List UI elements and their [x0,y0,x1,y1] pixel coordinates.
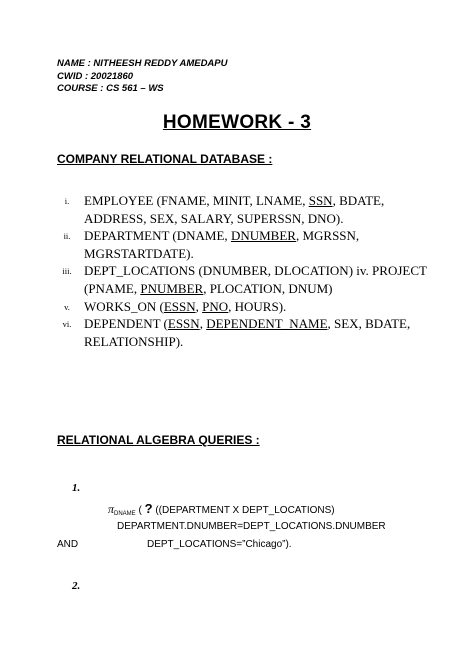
schema-item-employee [57,192,437,227]
list-number: ii. [63,231,71,242]
query-number: 2. [72,580,81,592]
list-number: vi. [62,319,72,330]
schema-text: , [199,316,207,332]
student-name: NAME : NITHEESH REDDY AMEDAPU [57,58,228,69]
schema-text: PROJECT (PNAME, [84,263,427,296]
primary-key: PNO [202,298,229,314]
schema-text: WORKS_ON ( [84,298,164,314]
student-cwid: CWID : 20021860 [57,70,134,82]
primary-key: ESSN [167,316,200,332]
course-info: COURSE : CS 561 – WS [57,83,164,94]
list-number: v. [64,301,70,312]
schema-heading: COMPANY RELATIONAL DATABASE : [57,152,273,166]
schema-text: , [195,298,203,314]
primary-key: ESSN [163,298,196,314]
query-and: AND [57,539,79,550]
schema-item-department [57,227,437,262]
schema-text: , HOURS). [228,298,287,314]
schema-text: DEPARTMENT (DNAME, [84,228,231,244]
query-line [108,501,335,517]
open-paren: ( [138,505,142,516]
list-number: i. [64,196,70,206]
schema-text: , MGRSSN, MGRSTARTDATE). [84,228,360,261]
query-condition: DEPT_LOCATIONS=”Chicago”). [147,539,292,550]
primary-key: DEPENDENT_NAME [206,316,328,332]
query-text: ((DEPARTMENT X DEPT_LOCATIONS) [155,505,335,516]
schema-item-dept-locations [57,262,437,297]
projection-attribute: DNAME [114,511,136,517]
projection-symbol: π [108,502,115,516]
sigma-placeholder: ? [144,501,153,516]
schema-text: EMPLOYEE (FNAME, MINIT, LNAME, [84,193,309,208]
student-info [57,58,228,96]
schema-text: DEPENDENT ( [84,316,168,332]
schema-text: , BDATE, ADDRESS, SEX, SALARY, SUPERSSN, DNO). [84,193,385,226]
schema-list [57,192,437,350]
query-number: 1. [72,482,81,494]
schema-item-dependent [57,315,437,350]
schema-item-works-on [57,298,437,316]
schema-text: DEPT_LOCATIONS (DNUMBER, DLOCATION) iv. [84,263,369,279]
query-condition: DEPARTMENT.DNUMBER=DEPT_LOCATIONS.DNUMBER [117,521,386,532]
primary-key: SSN [308,193,333,208]
list-number: iii. [62,266,72,277]
queries-heading: RELATIONAL ALGEBRA QUERIES : [57,433,260,447]
page-title: HOMEWORK - 3 [162,112,312,133]
primary-key: DNUMBER [230,228,296,244]
schema-text: , SEX, BDATE, RELATIONSHIP). [84,316,411,349]
primary-key: PNUMBER [140,280,204,296]
schema-text: , PLOCATION, DNUM) [203,280,333,296]
